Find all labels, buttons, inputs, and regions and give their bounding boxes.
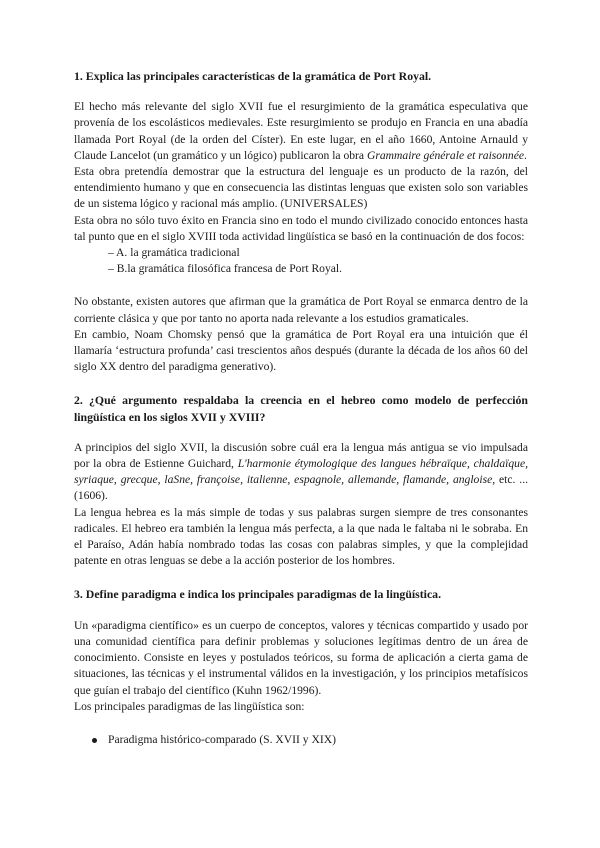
section-1-p1-end: .	[524, 148, 527, 162]
paradigms-list	[74, 732, 528, 748]
section-2-paragraph-1	[74, 440, 528, 505]
section-1-heading: 1. Explica las principales características de la gramática de Port Royal.	[74, 69, 432, 83]
section-2-paragraph-2: La lengua hebrea es la más simple de todas y sus palabras surgen siempre de tres consonantes radicales. El hebreo era también la lengua más perfecta, a la que nada le faltaba ni le sobraba. En el Paraíso, Adán había nombrado todas las cosas con palabras simples, y que la complejidad patente en otras lenguas se debe a la acción posterior de los hombres.	[74, 505, 528, 568]
section-1-paragraph-5: En cambio, Noam Chomsky pensó que la gramática de Port Royal era una intuición que él llamaría ‘estructura profunda’ casi trescientos años después (durante la década de los años 60 del siglo XX dentro del paradigma generativo).	[74, 327, 528, 374]
list-item: – B.la gramática filosófica francesa de Port Royal.	[108, 262, 343, 276]
section-1-paragraph-3: Esta obra no sólo tuvo éxito en Francia sino en todo el mundo civilizado conocido entonces hasta tal punto que en el siglo XVIII toda actividad lingüística se basó en la continuación de dos focos:	[74, 213, 528, 243]
grammaire-title: Grammaire générale et raisonnée	[366, 148, 524, 162]
paradigm-label: Paradigma histórico-comparado (S. XVII y XIX)	[108, 732, 336, 746]
bullet-icon	[92, 738, 97, 743]
section-1-paragraph-1	[74, 99, 528, 164]
section-3-heading: 3. Define paradigma e indica los principales paradigmas de la lingüística.	[74, 587, 442, 602]
section-2-p1-end: etc. ... (1606).	[74, 473, 528, 503]
section-3-paragraph-2: Los principales paradigmas de las lingüística son:	[74, 699, 305, 713]
section-1-paragraph-2: Esta obra pretendía demostrar que la estructura del lenguaje es un producto de la razón, del entendimiento humano y que en consecuencia las distintas lenguas que existen solo son variables de un sistema lógico y racional más amplio. (UNIVERSALES)	[74, 165, 528, 211]
list-item	[92, 732, 528, 748]
section-1-p1-text: El hecho más relevante del siglo XVII fue el resurgimiento de la gramática especulativa que provenía de los escolásticos medievales. Este resurgimiento se produjo en Francia en una abadía llamada Port Royal (de la orden del Císter). En este lugar, en el año 1660, Antoine Arnauld y Claude Lancelot (un gramático y un lógico) publicaron la obra	[74, 100, 528, 162]
focos-list	[74, 245, 528, 277]
list-item: – A. la gramática tradicional	[108, 246, 240, 260]
section-1-paragraph-4: No obstante, existen autores que afirman que la gramática de Port Royal se enmarca dentro de la corriente clásica y que por tanto no aporta nada relevante a los estudios gramaticales.	[74, 295, 528, 325]
section-2-p1-text: A principios del siglo XVII, la discusión sobre cuál era la lengua más antigua se vio impulsada por la obra de Estienne Guichard,	[74, 440, 528, 471]
harmonie-title: L'harmonie étymologique des langues hébraïque, chaldaïque, syriaque, grecque, laSne, françoise, italienne, espagnole, allemande, flamande, angloise,	[74, 457, 528, 487]
section-3-paragraph-1: Un «paradigma científico» es un cuerpo de conceptos, valores y técnicas compartido y usado por una comunidad científica para definir problemas y soluciones legítimas dentro de un área de conocimiento. Consiste en leyes y postulados teóricos, su forma de aplicación a cierta gama de situaciones, las técnicas y el instrumental válidos en la investigación, y los principios metafísicos que guían el trabajo del científico (Kuhn 1962/1996).	[74, 618, 528, 697]
section-2-heading: 2. ¿Qué argumento respaldaba la creencia en el hebreo como modelo de perfección lingüística en los siglos XVII y XVIII?	[74, 393, 528, 424]
